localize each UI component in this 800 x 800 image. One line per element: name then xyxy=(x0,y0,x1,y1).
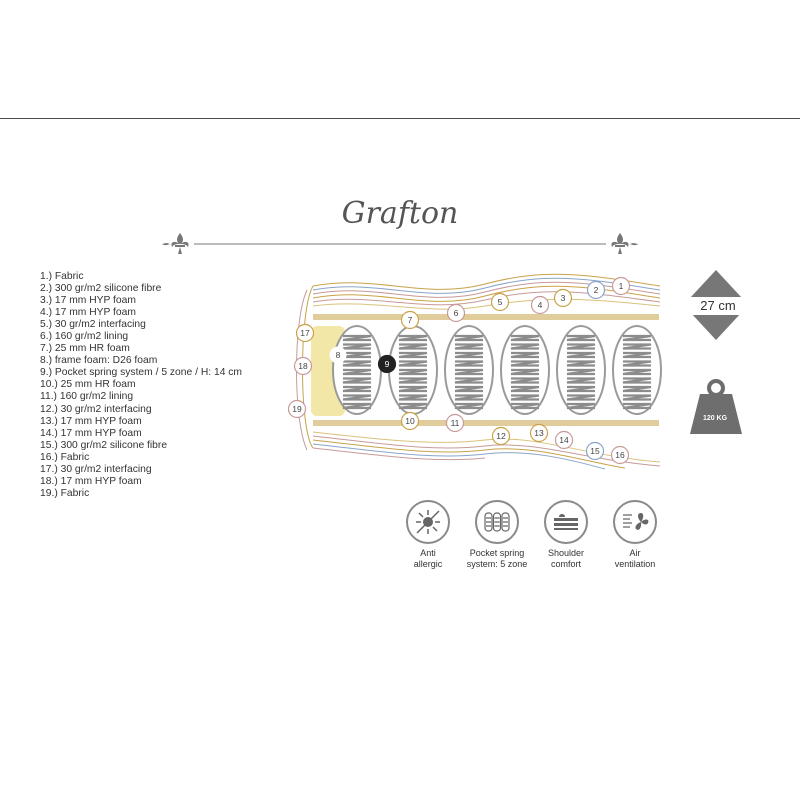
feature-label: Pocket spring system: 5 zone xyxy=(466,548,528,569)
spring-pocket xyxy=(557,326,605,414)
callout-marker xyxy=(612,447,629,464)
feature-air-ventilation xyxy=(600,500,670,570)
layer-item: 18.) 17 mm HYP foam xyxy=(40,475,142,487)
callout-marker xyxy=(493,428,510,445)
anti-allergic-icon xyxy=(406,500,450,544)
callout-marker xyxy=(402,312,419,329)
shoulder-comfort-icon xyxy=(544,500,588,544)
callout-number: 15 xyxy=(590,446,600,457)
spring-pocket xyxy=(333,326,381,414)
callout-marker xyxy=(402,413,419,430)
callout-number: 2 xyxy=(593,285,599,296)
top-layers xyxy=(313,274,660,309)
pocket-spring-icon xyxy=(475,500,519,544)
feature-label: Anti allergic xyxy=(413,548,443,569)
layer-item: 17.) 30 gr/m2 interfacing xyxy=(40,463,152,475)
weight-label: 120 KG xyxy=(702,415,728,422)
callout-number: 9 xyxy=(384,359,390,370)
callout-marker xyxy=(379,356,396,373)
callout-marker xyxy=(531,425,548,442)
mattress-cross-section xyxy=(285,270,665,470)
callout-number: 3 xyxy=(560,293,566,304)
top-hr-foam xyxy=(313,314,659,320)
fleur-de-lis-right-icon xyxy=(611,233,638,254)
callout-number: 12 xyxy=(496,431,506,442)
feature-label: Shoulder comfort xyxy=(547,548,585,569)
layer-item: 6.) 160 gr/m2 lining xyxy=(40,331,129,343)
callout-number: 11 xyxy=(450,418,460,429)
callout-marker xyxy=(289,401,306,418)
spring-pocket xyxy=(501,326,549,414)
callout-number: 19 xyxy=(292,404,302,415)
layer-item: 12.) 30 gr/m2 interfacing xyxy=(40,403,152,415)
layer-item: 19.) Fabric xyxy=(40,487,90,499)
layer-item: 9.) Pocket spring system / 5 zone / H: 14 cm xyxy=(40,367,243,379)
spring-pocket xyxy=(445,326,493,414)
layer-item: 5.) 30 gr/m2 interfacing xyxy=(40,319,146,331)
spring-pocket xyxy=(389,326,437,414)
callout-marker xyxy=(492,294,509,311)
layer-item: 1.) Fabric xyxy=(40,271,84,282)
spring-pocket xyxy=(613,326,661,414)
layer-list xyxy=(40,271,242,500)
layer-item: 14.) 17 mm HYP foam xyxy=(40,427,142,439)
callout-number: 1 xyxy=(618,281,624,292)
layer-item: 16.) Fabric xyxy=(40,451,90,463)
callout-marker xyxy=(613,278,630,295)
callout-marker xyxy=(330,347,347,364)
callout-marker xyxy=(588,282,605,299)
bottom-layers xyxy=(313,432,660,469)
layer-item: 2.) 300 gr/m2 silicone fibre xyxy=(40,283,162,295)
height-label: 27 cm xyxy=(688,297,748,315)
layer-item: 13.) 17 mm HYP foam xyxy=(40,415,142,427)
callout-number: 4 xyxy=(537,300,543,311)
layer-item: 7.) 25 mm HR foam xyxy=(40,343,130,355)
feature-anti-allergic xyxy=(393,500,463,570)
callout-marker xyxy=(447,415,464,432)
feature-label: Air ventilation xyxy=(614,548,656,569)
callout-number: 13 xyxy=(534,428,544,439)
callout-marker xyxy=(587,443,604,460)
bottom-hr-foam xyxy=(313,418,659,429)
layer-item: 11.) 160 gr/m2 lining xyxy=(40,391,134,403)
callout-marker xyxy=(448,305,465,322)
callout-marker xyxy=(295,358,312,375)
product-title: Grafton xyxy=(341,196,459,231)
top-rule xyxy=(0,118,800,119)
callout-number: 6 xyxy=(453,308,459,319)
callout-number: 17 xyxy=(300,328,310,339)
callout-number: 10 xyxy=(405,416,415,427)
title-ornament xyxy=(160,230,640,260)
callout-number: 7 xyxy=(407,315,413,326)
air-ventilation-icon xyxy=(613,500,657,544)
callout-number: 14 xyxy=(559,435,569,446)
callout-number: 8 xyxy=(335,350,341,361)
callout-number: 16 xyxy=(615,450,625,461)
layer-item: 3.) 17 mm HYP foam xyxy=(40,295,136,307)
callout-number: 5 xyxy=(497,297,503,308)
feature-shoulder-comfort xyxy=(531,500,601,570)
callout-marker xyxy=(556,432,573,449)
callout-number: 18 xyxy=(298,361,308,372)
weight-icon xyxy=(686,378,746,438)
callout-marker xyxy=(532,297,549,314)
layer-item: 10.) 25 mm HR foam xyxy=(40,379,136,391)
callout-marker xyxy=(297,325,314,342)
layer-item: 4.) 17 mm HYP foam xyxy=(40,307,136,319)
callout-marker xyxy=(555,290,572,307)
layer-item: 8.) frame foam: D26 foam xyxy=(40,355,158,367)
feature-pocket-spring xyxy=(462,500,532,570)
layer-item: 15.) 300 gr/m2 silicone fibre xyxy=(40,439,168,451)
fleur-de-lis-left-icon xyxy=(162,233,189,254)
